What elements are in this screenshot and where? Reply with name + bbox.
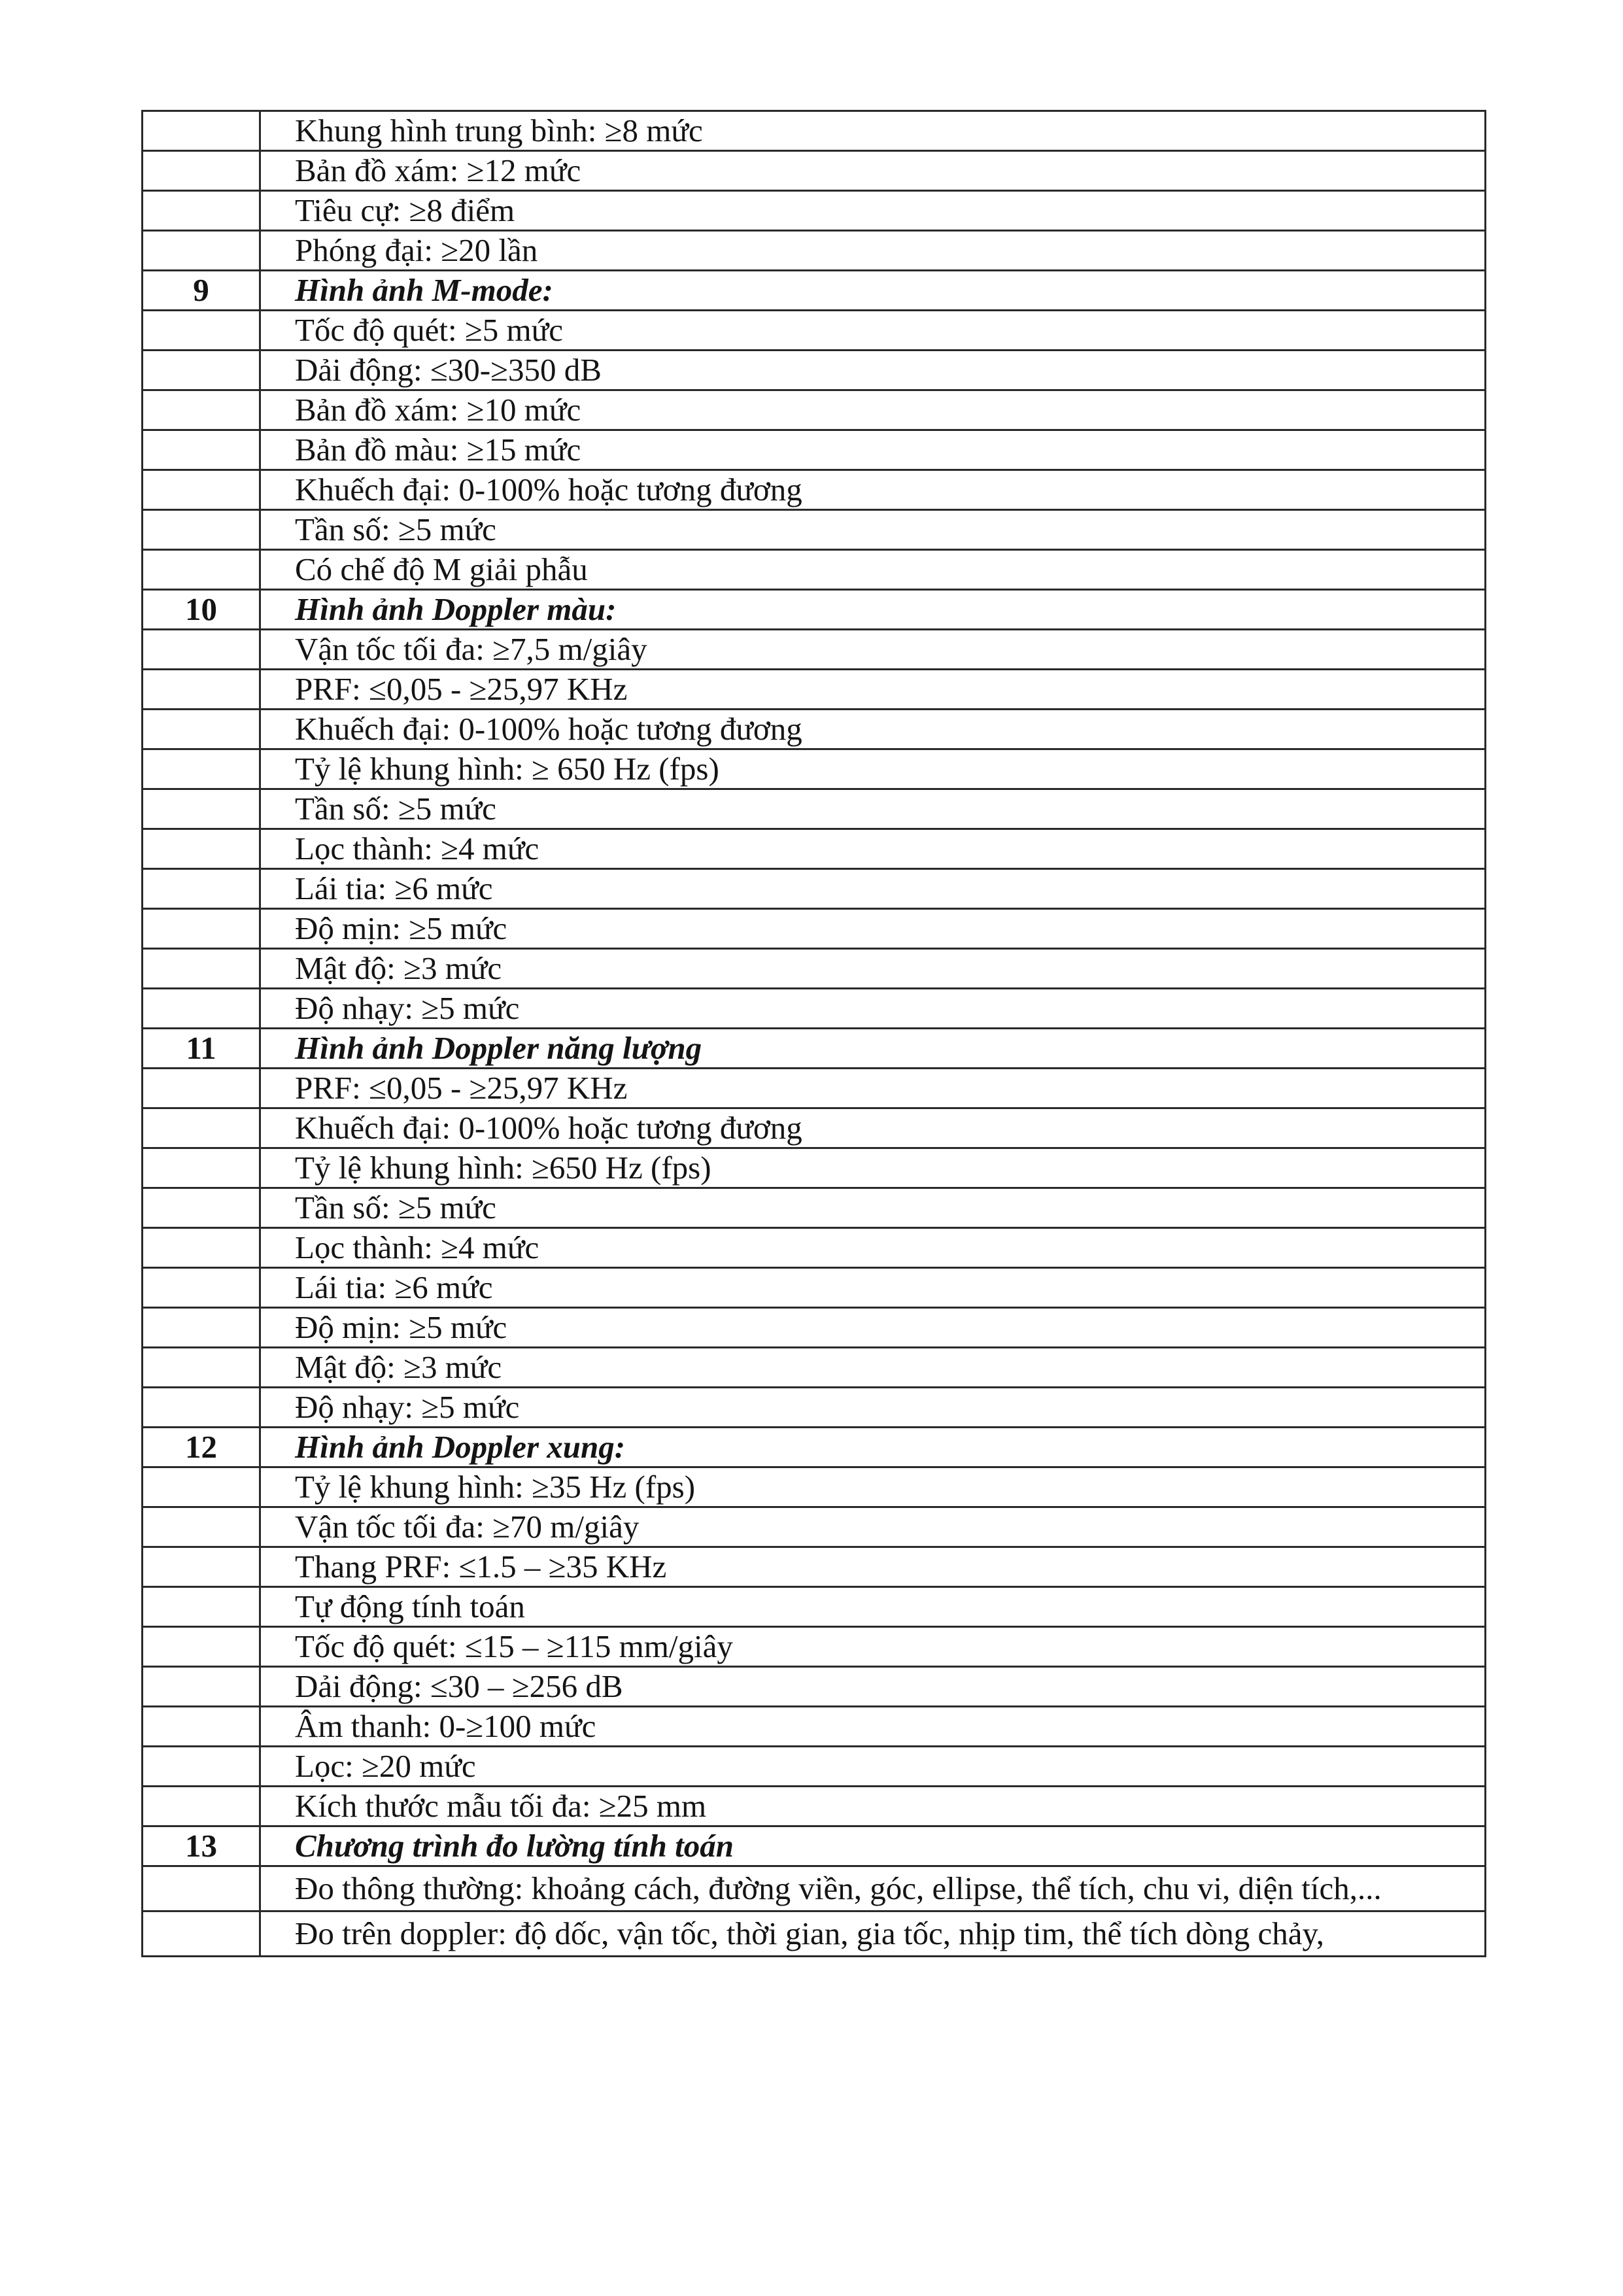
spec-text-cell: Bản đồ xám: ≥10 mức xyxy=(260,390,1486,430)
section-number-cell xyxy=(143,390,260,430)
table-row xyxy=(143,1308,1486,1348)
section-number-cell xyxy=(143,1866,260,1911)
spec-text-cell: Khung hình trung bình: ≥8 mức xyxy=(260,111,1486,151)
table-row xyxy=(143,829,1486,869)
spec-text-cell: Âm thanh: 0-≥100 mức xyxy=(260,1707,1486,1747)
table-row xyxy=(143,630,1486,670)
section-number-cell xyxy=(143,1587,260,1627)
section-number-cell xyxy=(143,510,260,550)
section-number-cell xyxy=(143,1308,260,1348)
table-row xyxy=(143,1866,1486,1911)
spec-text-cell: Tốc độ quét: ≥5 mức xyxy=(260,311,1486,351)
table-row xyxy=(143,909,1486,949)
spec-text-cell: Mật độ: ≥3 mức xyxy=(260,949,1486,989)
spec-text-cell: Thang PRF: ≤1.5 – ≥35 KHz xyxy=(260,1547,1486,1587)
section-number-cell xyxy=(143,909,260,949)
section-number-cell xyxy=(143,1348,260,1388)
spec-text-cell: Tần số: ≥5 mức xyxy=(260,510,1486,550)
table-row xyxy=(143,1148,1486,1188)
table-row xyxy=(143,151,1486,191)
table-row xyxy=(143,949,1486,989)
section-title-cell: Hình ảnh Doppler năng lượng xyxy=(260,1029,1486,1069)
spec-text-cell: Bản đồ xám: ≥12 mức xyxy=(260,151,1486,191)
section-number-cell xyxy=(143,1148,260,1188)
section-heading-row xyxy=(143,590,1486,630)
table-row xyxy=(143,869,1486,909)
table-row xyxy=(143,111,1486,151)
section-number-cell xyxy=(143,1747,260,1787)
table-row xyxy=(143,550,1486,590)
table-row xyxy=(143,1787,1486,1826)
section-title-cell: Chương trình đo lường tính toán xyxy=(260,1826,1486,1866)
spec-text-cell: Tần số: ≥5 mức xyxy=(260,1188,1486,1228)
table-row xyxy=(143,1467,1486,1507)
section-number-cell xyxy=(143,1911,260,1957)
table-row xyxy=(143,1188,1486,1228)
table-row xyxy=(143,311,1486,351)
section-heading-row xyxy=(143,271,1486,311)
spec-text-cell: Có chế độ M giải phẫu xyxy=(260,550,1486,590)
section-number-cell xyxy=(143,1707,260,1747)
spec-text-cell: Tỷ lệ khung hình: ≥ 650 Hz (fps) xyxy=(260,749,1486,789)
spec-text-cell: Tốc độ quét: ≤15 – ≥115 mm/giây xyxy=(260,1627,1486,1667)
section-heading-row xyxy=(143,1826,1486,1866)
section-number-cell xyxy=(143,829,260,869)
spec-text-cell: Lọc thành: ≥4 mức xyxy=(260,829,1486,869)
spec-text-cell: Vận tốc tối đa: ≥70 m/giây xyxy=(260,1507,1486,1547)
spec-text-cell: Tiêu cự: ≥8 điểm xyxy=(260,191,1486,231)
section-number-cell xyxy=(143,949,260,989)
section-number-cell: 12 xyxy=(143,1428,260,1467)
section-number-cell xyxy=(143,670,260,710)
table-row xyxy=(143,710,1486,749)
section-number-cell: 10 xyxy=(143,590,260,630)
table-row xyxy=(143,1587,1486,1627)
section-number-cell xyxy=(143,630,260,670)
section-number-cell xyxy=(143,1069,260,1108)
section-number-cell xyxy=(143,470,260,510)
section-title-cell: Hình ảnh Doppler xung: xyxy=(260,1428,1486,1467)
spec-text-cell: Lái tia: ≥6 mức xyxy=(260,1268,1486,1308)
section-number-cell xyxy=(143,1228,260,1268)
table-row xyxy=(143,231,1486,271)
section-heading-row xyxy=(143,1029,1486,1069)
section-number-cell xyxy=(143,111,260,151)
section-number-cell xyxy=(143,1188,260,1228)
section-number-cell xyxy=(143,710,260,749)
spec-text-cell: Lọc: ≥20 mức xyxy=(260,1747,1486,1787)
table-row xyxy=(143,1348,1486,1388)
table-row xyxy=(143,989,1486,1029)
table-row xyxy=(143,1747,1486,1787)
table-row xyxy=(143,1069,1486,1108)
spec-text-cell: Phóng đại: ≥20 lần xyxy=(260,231,1486,271)
spec-text-cell: Dải động: ≤30 – ≥256 dB xyxy=(260,1667,1486,1707)
spec-text-cell: Tỷ lệ khung hình: ≥35 Hz (fps) xyxy=(260,1467,1486,1507)
spec-text-cell: Lái tia: ≥6 mức xyxy=(260,869,1486,909)
spec-text-cell: Lọc thành: ≥4 mức xyxy=(260,1228,1486,1268)
spec-text-cell: Khuếch đại: 0-100% hoặc tương đương xyxy=(260,470,1486,510)
table-row xyxy=(143,1911,1486,1957)
table-row xyxy=(143,1707,1486,1747)
section-number-cell xyxy=(143,989,260,1029)
table-row xyxy=(143,191,1486,231)
spec-table-body xyxy=(143,111,1486,1957)
section-number-cell xyxy=(143,351,260,390)
section-number-cell xyxy=(143,550,260,590)
spec-text-cell: PRF: ≤0,05 - ≥25,97 KHz xyxy=(260,1069,1486,1108)
table-row xyxy=(143,351,1486,390)
section-number-cell: 13 xyxy=(143,1826,260,1866)
spec-text-cell: Tỷ lệ khung hình: ≥650 Hz (fps) xyxy=(260,1148,1486,1188)
table-row xyxy=(143,1108,1486,1148)
table-row xyxy=(143,1388,1486,1428)
table-row xyxy=(143,1627,1486,1667)
spec-text-cell: Khuếch đại: 0-100% hoặc tương đương xyxy=(260,710,1486,749)
section-number-cell xyxy=(143,1108,260,1148)
section-number-cell xyxy=(143,1627,260,1667)
section-title-cell: Hình ảnh Doppler màu: xyxy=(260,590,1486,630)
section-number-cell xyxy=(143,1467,260,1507)
section-number-cell xyxy=(143,1667,260,1707)
table-row xyxy=(143,789,1486,829)
section-number-cell xyxy=(143,311,260,351)
spec-text-cell: Vận tốc tối đa: ≥7,5 m/giây xyxy=(260,630,1486,670)
table-row xyxy=(143,1667,1486,1707)
spec-text-cell: Kích thước mẫu tối đa: ≥25 mm xyxy=(260,1787,1486,1826)
section-number-cell xyxy=(143,1547,260,1587)
section-number-cell xyxy=(143,749,260,789)
table-row xyxy=(143,1268,1486,1308)
table-row xyxy=(143,670,1486,710)
section-title-cell: Hình ảnh M-mode: xyxy=(260,271,1486,311)
table-row xyxy=(143,510,1486,550)
section-number-cell xyxy=(143,1507,260,1547)
spec-text-cell: Đo thông thường: khoảng cách, đường viền, góc, ellipse, thể tích, chu vi, diện tích,... xyxy=(260,1866,1486,1911)
spec-text-cell: Tần số: ≥5 mức xyxy=(260,789,1486,829)
spec-table xyxy=(141,110,1486,1957)
spec-text-cell: Mật độ: ≥3 mức xyxy=(260,1348,1486,1388)
spec-text-cell: PRF: ≤0,05 - ≥25,97 KHz xyxy=(260,670,1486,710)
section-number-cell xyxy=(143,430,260,470)
section-number-cell xyxy=(143,191,260,231)
table-row xyxy=(143,390,1486,430)
table-row xyxy=(143,430,1486,470)
spec-text-cell: Độ mịn: ≥5 mức xyxy=(260,1308,1486,1348)
table-row xyxy=(143,1228,1486,1268)
spec-text-cell: Độ mịn: ≥5 mức xyxy=(260,909,1486,949)
spec-text-cell: Độ nhạy: ≥5 mức xyxy=(260,1388,1486,1428)
section-number-cell xyxy=(143,1268,260,1308)
table-row xyxy=(143,749,1486,789)
section-number-cell: 11 xyxy=(143,1029,260,1069)
section-heading-row xyxy=(143,1428,1486,1467)
section-number-cell xyxy=(143,151,260,191)
section-number-cell xyxy=(143,1388,260,1428)
spec-text-cell: Khuếch đại: 0-100% hoặc tương đương xyxy=(260,1108,1486,1148)
section-number-cell xyxy=(143,869,260,909)
table-row xyxy=(143,1547,1486,1587)
spec-text-cell: Dải động: ≤30-≥350 dB xyxy=(260,351,1486,390)
section-number-cell: 9 xyxy=(143,271,260,311)
section-number-cell xyxy=(143,1787,260,1826)
spec-text-cell: Đo trên doppler: độ dốc, vận tốc, thời gian, gia tốc, nhịp tim, thể tích dòng chảy, xyxy=(260,1911,1486,1957)
table-row xyxy=(143,470,1486,510)
spec-text-cell: Độ nhạy: ≥5 mức xyxy=(260,989,1486,1029)
section-number-cell xyxy=(143,231,260,271)
table-row xyxy=(143,1507,1486,1547)
spec-text-cell: Tự động tính toán xyxy=(260,1587,1486,1627)
spec-text-cell: Bản đồ màu: ≥15 mức xyxy=(260,430,1486,470)
section-number-cell xyxy=(143,789,260,829)
